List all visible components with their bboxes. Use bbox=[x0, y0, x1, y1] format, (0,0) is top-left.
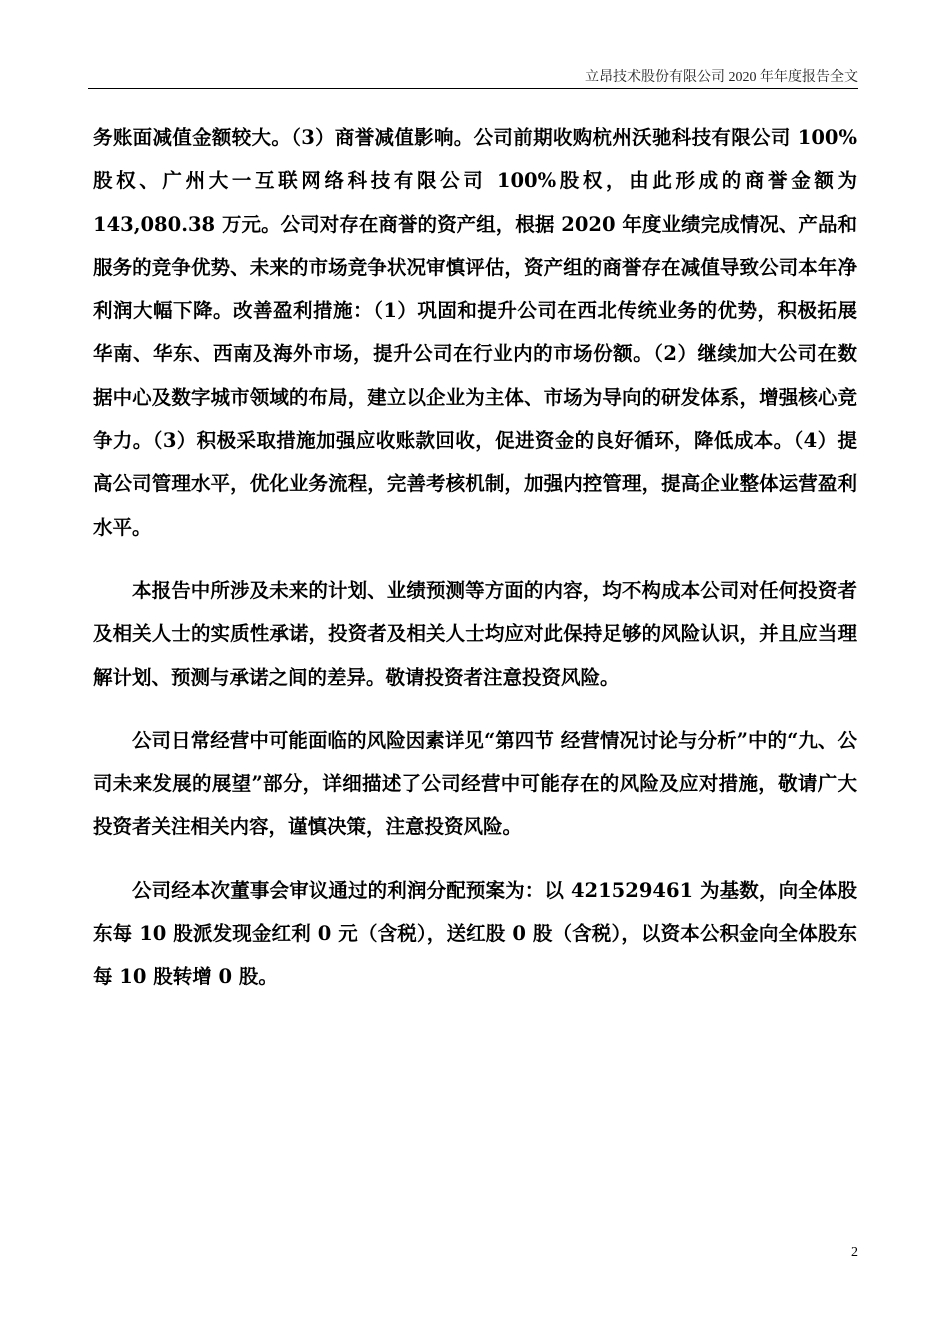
paragraph-forward-looking-disclaimer: 本报告中所涉及未来的计划、业绩预测等方面的内容，均不构成本公司对任何投资者及相关人士的实质性承诺，投资者及相关人士均应对此保持足够的风险认识，并且应当理解计划、预测与承诺之间的差异。敬请投资者注意投资风险。 bbox=[93, 578, 857, 689]
page-header: 立昂技术股份有限公司 2020 年年度报告全文 bbox=[585, 70, 858, 85]
paragraph-profit-distribution: 公司经本次董事会审议通过的利润分配预案为：以 421529461 为基数，向全体股东每 10 股派发现金红利 0 元（含税），送红股 0 股（含税），以资本公积金向全体股东每 10 股转增 0 股。 bbox=[93, 878, 857, 989]
page-number: 2 bbox=[851, 1245, 858, 1260]
document-body bbox=[93, 116, 857, 999]
paragraph-goodwill-impairment: 务账面减值金额较大。（3）商誉减值影响。公司前期收购杭州沃驰科技有限公司 100%股权、广州大一互联网络科技有限公司 100%股权，由此形成的商誉金额为 143,080.38 万元。公司对存在商誉的资产组，根据 2020 年度业绩完成情况、产品和服务的竞争优势、未来的市场竞争状况审慎评估，资产组的商誉存在减值导致公司本年净利润大幅下降。改善盈利措施：（1）巩固和提升公司在西北传统业务的优势，积极拓展华南、华东、西南及海外市场，提升公司在行业内的市场份额。（2）继续加大公司在数据中心及数字城市领域的布局，建立以企业为主体、市场为导向的研发体系，增强核心竞争力。（3）积极采取措施加强应收账款回收，促进资金的良好循环，降低成本。（4）提高公司管理水平，优化业务流程，完善考核机制，加强内控管理，提高企业整体运营盈利水平。 bbox=[93, 126, 857, 539]
paragraph-risk-factors: 公司日常经营中可能面临的风险因素详见“第四节 经营情况讨论与分析”中的“九、公司未来发展的展望”部分，详细描述了公司经营中可能存在的风险及应对措施，敬请广大投资者关注相关内容，谨慎决策，注意投资风险。 bbox=[93, 728, 857, 839]
header-divider bbox=[88, 88, 858, 89]
